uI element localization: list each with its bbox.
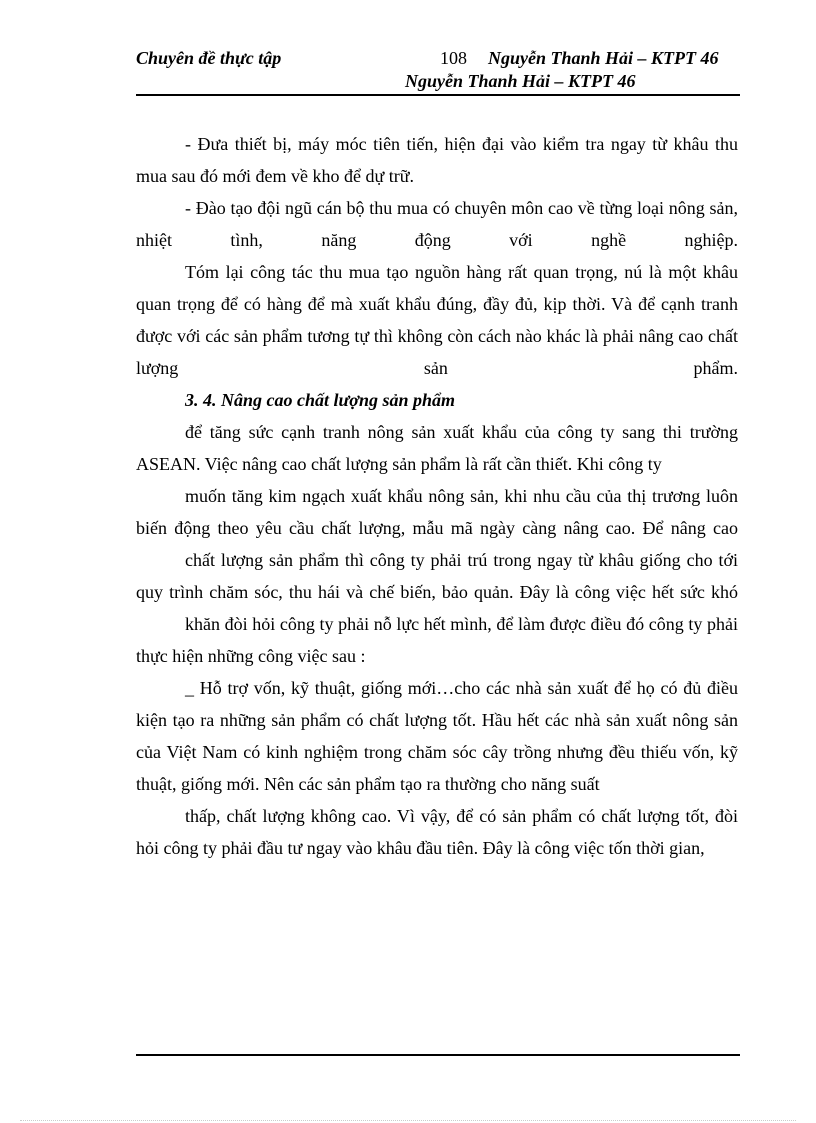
paragraph-5: muốn tăng kim ngạch xuất khẩu nông sản, khi nhu cầu của thị trương luôn biến động theo yêu cầu chất lượng, mẫu mã ngày càng nâng cao. Để nâng cao: [136, 486, 738, 538]
section-heading: 3. 4. Nâng cao chất lượng sản phẩm: [185, 390, 455, 410]
body-text: [136, 128, 738, 864]
page-edge-dots: [20, 1120, 796, 1121]
paragraph-7: khăn đòi hỏi công ty phải nỗ lực hết mình, để làm được điều đó công ty phải thực hiện những công việc sau :: [136, 614, 738, 666]
header-rule: [136, 94, 740, 96]
paragraph-6: chất lượng sản phẩm thì công ty phải trú trong ngay từ khâu giống cho tới quy trình chăm sóc, thu hái và chế biến, bảo quản. Đây là công việc hết sức khó: [136, 550, 738, 602]
header-author-repeat: Nguyễn Thanh Hải – KTPT 46: [405, 71, 636, 91]
paragraph-9: thấp, chất lượng không cao. Vì vậy, để có sản phẩm có chất lượng tốt, đòi hỏi công ty phải đầu tư ngay vào khâu đầu tiên. Đây là công việc tốn thời gian,: [136, 806, 738, 858]
paragraph-2: - Đào tạo đội ngũ cán bộ thu mua có chuyên môn cao về từng loại nông sản, nhiệt tình, năng động với nghề nghiệp.: [136, 198, 738, 250]
header-title: Chuyên đề thực tập: [136, 48, 282, 68]
paragraph-4: để tăng sức cạnh tranh nông sản xuất khẩu của công ty sang thi trường ASEAN. Việc nâng cao chất lượng sản phẩm là rất cần thiết. Khi công ty: [136, 422, 738, 474]
page-number: 108: [440, 48, 467, 68]
paragraph-1: - Đưa thiết bị, máy móc tiên tiến, hiện đại vào kiểm tra ngay từ khâu thu mua sau đó mới đem về kho để dự trữ.: [136, 134, 738, 186]
paragraph-3: Tóm lại công tác thu mua tạo nguồn hàng rất quan trọng, nú là một khâu quan trọng để có hàng để mà xuất khẩu đúng, đầy đủ, kịp thời. Và để cạnh tranh được với các sản phẩm tương tự thì không còn cách nào khác là phải nâng cao chất lượng sản phẩm.: [136, 262, 738, 378]
paragraph-8: _ Hỗ trợ vốn, kỹ thuật, giống mới…cho các nhà sản xuất để họ có đủ điều kiện tạo ra những sản phẩm có chất lượng tốt. Hầu hết các nhà sản xuất nông sản của Việt Nam có kinh nghiệm trong chăm sóc cây trồng nhưng đều thiếu vốn, kỹ thuật, giống mới. Nên các sản phẩm tạo ra thường cho năng suất: [136, 678, 738, 794]
header-author: Nguyễn Thanh Hải – KTPT 46: [488, 48, 719, 68]
footer-rule: [136, 1054, 740, 1056]
